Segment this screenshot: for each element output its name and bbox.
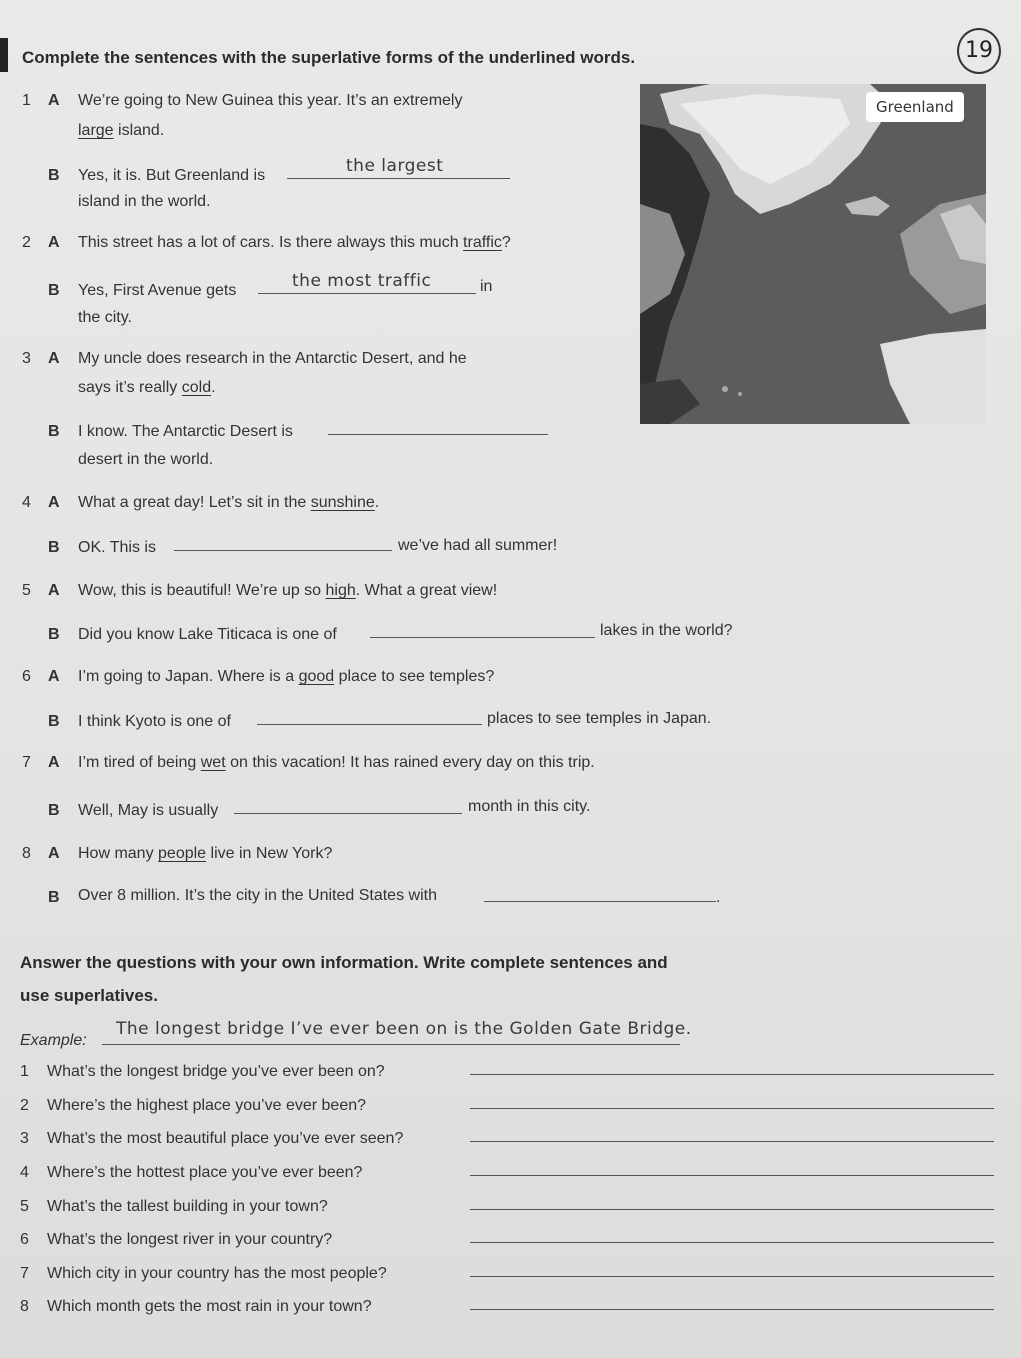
item-7-line-a: [78, 754, 595, 772]
item-8-line-a-end: live in New York?: [206, 845, 333, 862]
example-label: Example:: [20, 1032, 87, 1049]
item-2-underlined-word: traffic: [463, 234, 502, 251]
question-4-text: Where’s the hottest place you’ve ever been?: [47, 1164, 363, 1181]
item-6-line-a-start: I’m going to Japan. Where is a: [78, 668, 299, 685]
item-2-speaker-b: B: [48, 282, 60, 299]
item-3-line-a-pre: says it’s really: [78, 379, 182, 396]
item-1-line-b: Yes, it is. But Greenland is: [78, 167, 266, 184]
item-6-underlined-word: good: [298, 668, 335, 685]
question-3-text: What’s the most beautiful place you’ve ever seen?: [47, 1130, 404, 1147]
item-7-speaker-a: A: [48, 754, 60, 771]
item-2-speaker-a: A: [48, 234, 60, 251]
item-8-line-b: Over 8 million. It’s the city in the United States with: [78, 887, 437, 904]
item-5-number: 5: [22, 582, 31, 599]
question-4-number: 4: [20, 1164, 29, 1181]
question-8-number: 8: [20, 1298, 29, 1315]
item-4-speaker-b: B: [48, 539, 60, 556]
item-8-number: 8: [22, 845, 31, 862]
question-1-text: What’s the longest bridge you’ve ever been on?: [47, 1063, 385, 1080]
item-4-line-b-end: we’ve had all summer!: [398, 537, 558, 554]
item-2-number: 2: [22, 234, 31, 251]
item-3-line-a: My uncle does research in the Antarctic Desert, and he: [78, 350, 467, 367]
item-1-number: 1: [22, 92, 31, 109]
item-5-speaker-b: B: [48, 626, 60, 643]
question-8-text: Which month gets the most rain in your town?: [47, 1298, 372, 1315]
item-7-number: 7: [22, 754, 31, 771]
item-2-line-b-cont: the city.: [78, 309, 132, 326]
example-answer: The longest bridge I’ve ever been on is the Golden Gate Bridge.: [116, 1019, 692, 1039]
exercise1-instruction: Complete the sentences with the superlative forms of the underlined words.: [22, 48, 636, 67]
item-8-line-a-start: How many: [78, 845, 159, 862]
item-5-speaker-a: A: [48, 582, 60, 599]
question-5-text: What’s the tallest building in your town?: [47, 1198, 328, 1215]
map-label-greenland: Greenland: [866, 92, 964, 122]
item-3-line-b-cont: desert in the world.: [78, 451, 214, 468]
item-5-line-a-start: Wow, this is beautiful! We’re up so: [78, 582, 326, 599]
item-3-speaker-b: B: [48, 423, 60, 440]
item-5-line-b: Did you know Lake Titicaca is one of: [78, 626, 337, 643]
item-2-line-a-end: ?: [501, 234, 511, 251]
item-7-underlined-word: wet: [200, 754, 226, 771]
item-1-answer: the largest: [346, 156, 444, 176]
item-3-answer-line[interactable]: [328, 434, 548, 435]
item-8-line-a: [78, 845, 332, 863]
item-5-line-a: [78, 582, 497, 600]
item-5-line-b-end: lakes in the world?: [600, 622, 733, 639]
item-1-speaker-a: A: [48, 92, 60, 109]
question-5-number: 5: [20, 1198, 29, 1215]
question-7-text: Which city in your country has the most people?: [47, 1265, 387, 1282]
exercise2-instruction-line2: use superlatives.: [20, 986, 158, 1005]
question-1-answer-line[interactable]: [470, 1074, 994, 1075]
item-7-line-b-end: month in this city.: [468, 798, 591, 815]
question-6-number: 6: [20, 1231, 29, 1248]
section-marker: [0, 38, 8, 72]
question-2-text: Where’s the highest place you’ve ever been?: [47, 1097, 367, 1114]
item-8-speaker-b: B: [48, 889, 60, 906]
item-3-line-b: I know. The Antarctic Desert is: [78, 423, 293, 440]
item-4-answer-line[interactable]: [174, 550, 392, 551]
question-6-text: What’s the longest river in your country?: [47, 1231, 333, 1248]
item-1-line-a-cont: [78, 122, 164, 140]
item-3-underlined-word: cold: [181, 379, 212, 396]
item-7-speaker-b: B: [48, 802, 60, 819]
item-6-line-b: I think Kyoto is one of: [78, 713, 231, 730]
item-1-line-a: We’re going to New Guinea this year. It’s an extremely: [78, 92, 463, 109]
item-2-answer-line[interactable]: [258, 293, 476, 294]
item-3-number: 3: [22, 350, 31, 367]
item-4-speaker-a: A: [48, 494, 60, 511]
item-5-line-a-end: . What a great view!: [355, 582, 498, 599]
question-8-answer-line[interactable]: [470, 1309, 994, 1310]
question-2-number: 2: [20, 1097, 29, 1114]
question-1-number: 1: [20, 1063, 29, 1080]
item-2-line-a-start: This street has a lot of cars. Is there always this much: [78, 234, 459, 251]
item-3-line-a-cont: [78, 379, 216, 397]
question-7-number: 7: [20, 1265, 29, 1282]
item-4-line-a-end: .: [374, 494, 380, 511]
question-3-number: 3: [20, 1130, 29, 1147]
item-3-line-a-end: .: [211, 379, 216, 396]
item-2-answer: the most traffic: [292, 271, 432, 291]
item-2-line-b: Yes, First Avenue gets: [78, 282, 237, 299]
item-4-line-a: [78, 494, 379, 512]
item-5-answer-line[interactable]: [370, 637, 595, 638]
greenland-map: [640, 84, 986, 424]
question-2-answer-line[interactable]: [470, 1108, 994, 1109]
item-1-answer-line[interactable]: [287, 178, 510, 179]
item-4-number: 4: [22, 494, 31, 511]
page-number: 19: [957, 28, 1001, 74]
item-1-line-b-cont: island in the world.: [78, 193, 211, 210]
map-illustration: [640, 84, 986, 424]
item-6-speaker-a: A: [48, 668, 60, 685]
item-8-underlined-word: people: [158, 845, 207, 862]
item-6-line-a-end: place to see temples?: [334, 668, 495, 685]
item-5-underlined-word: high: [325, 582, 356, 599]
item-1-speaker-b: B: [48, 167, 60, 184]
item-7-line-a-start: I’m tired of being: [78, 754, 201, 771]
item-6-number: 6: [22, 668, 31, 685]
item-8-line-b-end: .: [716, 889, 721, 906]
question-5-answer-line[interactable]: [470, 1209, 994, 1210]
exercise2-instruction-line1: Answer the questions with your own information. Write complete sentences and: [20, 953, 668, 972]
question-3-answer-line[interactable]: [470, 1141, 994, 1142]
item-4-underlined-word: sunshine: [310, 494, 375, 511]
item-7-line-a-end: on this vacation! It has rained every day on this trip.: [225, 754, 595, 771]
item-4-line-a-start: What a great day! Let’s sit in the: [78, 494, 311, 511]
question-4-answer-line[interactable]: [470, 1175, 994, 1176]
item-1-underlined-word: large: [78, 122, 114, 139]
item-8-answer-line[interactable]: [484, 901, 716, 902]
example-answer-line: [102, 1044, 680, 1045]
item-3-speaker-a: A: [48, 350, 60, 367]
item-8-speaker-a: A: [48, 845, 60, 862]
item-6-speaker-b: B: [48, 713, 60, 730]
item-6-line-a: [78, 668, 494, 686]
item-4-line-b: OK. This is: [78, 539, 156, 556]
item-2-line-a: [78, 234, 511, 252]
item-1-line-a-end: island.: [113, 122, 165, 139]
item-6-line-b-end: places to see temples in Japan.: [487, 710, 712, 727]
item-7-answer-line[interactable]: [234, 813, 462, 814]
question-6-answer-line[interactable]: [470, 1242, 994, 1243]
item-7-line-b: Well, May is usually: [78, 802, 219, 819]
question-7-answer-line[interactable]: [470, 1276, 994, 1277]
item-6-answer-line[interactable]: [257, 724, 482, 725]
item-2-line-b-in: in: [480, 278, 493, 295]
